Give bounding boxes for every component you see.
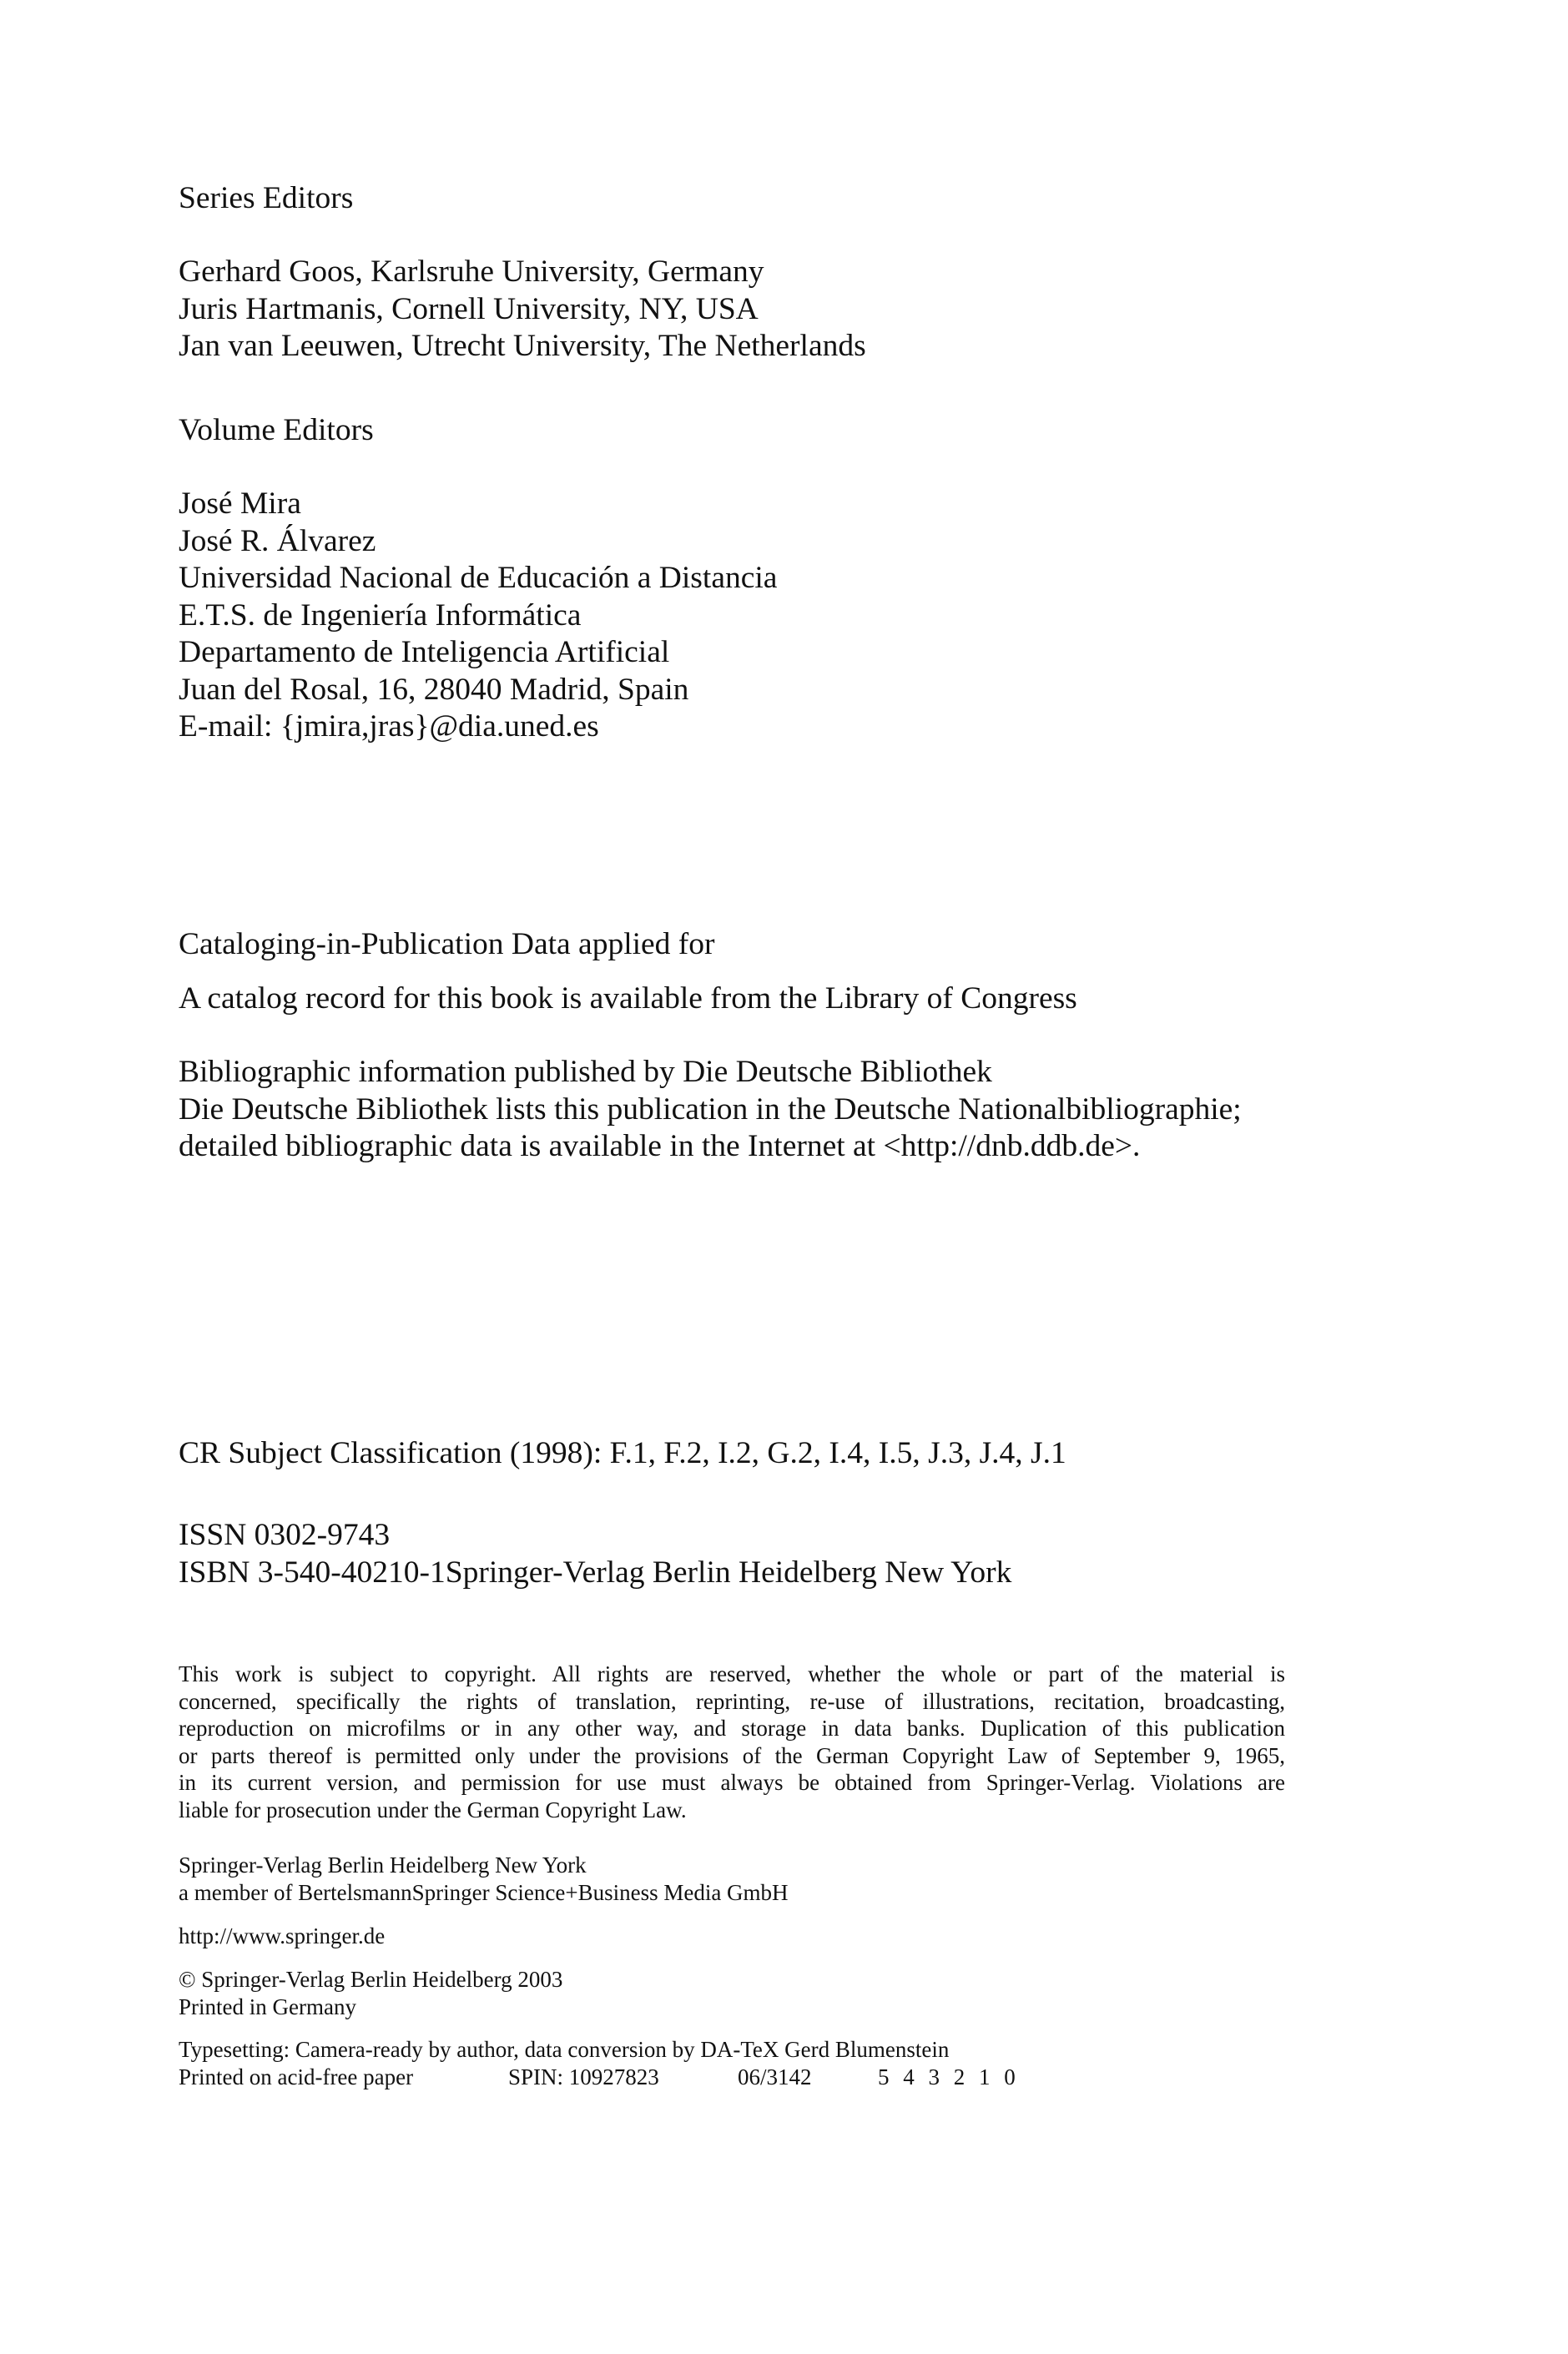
publisher-member: a member of BertelsmannSpringer Science+Business Media GmbH	[179, 1879, 789, 1905]
address-line: Juan del Rosal, 16, 28040 Madrid, Spain	[179, 672, 689, 707]
issn: ISSN 0302-9743	[179, 1518, 391, 1552]
typesetting-line: Typesetting: Camera-ready by author, data conversion by DA-TeX Gerd Blumenstein	[179, 2037, 950, 2062]
copyright-notice: This work is subject to copyright. All rights are reserved, whether the whole or part of the material is concerned, specifically the rights of translation, reprinting, re-use of illustrations, recitation, broadcasting, reproduction on microfilms or in any other way, and storage in data banks. Duplication of this publication or parts thereof is permitted only under the provisions of the German Copyright Law of September 9, 1965, in its current version, and permission for use must always be obtained from Springer-Verlag. Violations are liable for prosecution under the German Copyright Law.	[179, 1661, 1285, 1822]
dnb-statement: Bibliographic information published by Die Deutsche Bibliothek Die Deutsche Bibliothek lists this publication in the Deutsche Nationalbibliographie; detailed bibliographic data is available in the Internet at <http://dnb.ddb.de>.	[179, 1055, 1242, 1163]
print-details-row	[179, 2064, 1020, 2091]
loc-statement: A catalog record for this book is available from the Library of Congress	[179, 981, 1077, 1016]
series-editors-heading: Series Editors	[179, 181, 354, 215]
address-line: Departamento de Inteligencia Artificial	[179, 635, 670, 669]
publisher-url: http://www.springer.de	[179, 1923, 386, 1948]
publisher-info	[179, 1852, 789, 1906]
cr-classification: CR Subject Classification (1998): F.1, F.2, I.2, G.2, I.4, I.5, J.3, J.4, J.1	[179, 1436, 1066, 1470]
address-line: Universidad Nacional de Educación a Distancia	[179, 561, 778, 595]
volume-editors-heading: Volume Editors	[179, 413, 374, 447]
series-editors-list	[179, 254, 866, 365]
paper-note: Printed on acid-free paper	[179, 2064, 414, 2089]
publisher-name: Springer-Verlag Berlin Heidelberg New York	[179, 1852, 587, 1878]
series-editor-line: Juris Hartmanis, Cornell University, NY, USA	[179, 291, 759, 326]
address-line: José R. Álvarez	[179, 523, 376, 558]
isbn: ISBN 3-540-40210-1Springer-Verlag Berlin Heidelberg New York	[179, 1555, 1012, 1590]
copyright-line: © Springer-Verlag Berlin Heidelberg 2003 Printed in Germany	[179, 1967, 563, 2019]
series-editor-line: Jan van Leeuwen, Utrecht University, The Netherlands	[179, 329, 866, 363]
printed-in: Printed in Germany	[179, 1994, 356, 2019]
volume-editors-address	[179, 486, 777, 746]
spin-number: SPIN: 10927823	[508, 2064, 659, 2089]
cip-statement: Cataloging-in-Publication Data applied for	[179, 927, 715, 961]
address-line: José Mira	[179, 486, 301, 521]
address-line: E.T.S. de Ingeniería Informática	[179, 597, 582, 633]
email-line: E-mail: {jmira,jras}@dia.uned.es	[179, 709, 599, 744]
series-editor-line: Gerhard Goos, Karlsruhe University, Germany	[179, 255, 764, 289]
production-info	[179, 2036, 1020, 2090]
print-line: 5 4 3 2 1 0	[878, 2064, 1020, 2089]
issn-isbn	[179, 1517, 1011, 1591]
print-code: 06/3142	[738, 2064, 812, 2089]
